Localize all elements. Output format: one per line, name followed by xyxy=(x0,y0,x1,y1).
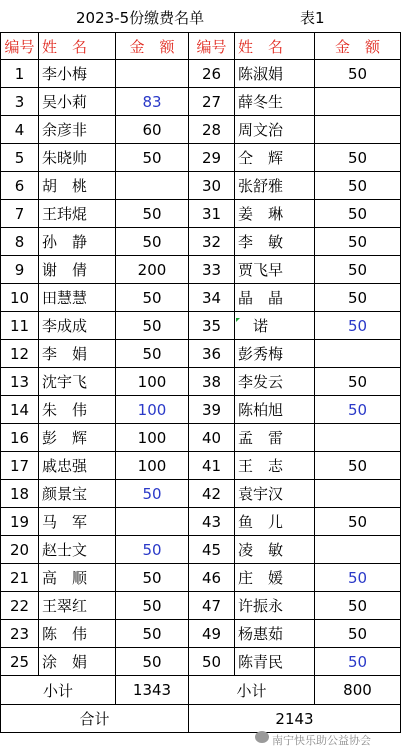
cell-name[interactable]: 沈宇飞 xyxy=(39,368,116,396)
table-row xyxy=(1,116,401,144)
table-row xyxy=(1,284,401,312)
cell-number[interactable]: 14 xyxy=(1,396,39,424)
cell-amount[interactable]: 50 xyxy=(315,200,401,228)
total-row xyxy=(1,705,401,733)
cell-amount[interactable]: 50 xyxy=(315,452,401,480)
cell-name[interactable]: 田慧慧 xyxy=(39,284,116,312)
cell-amount[interactable]: 50 xyxy=(116,284,189,312)
cell-amount[interactable]: 50 xyxy=(116,648,189,676)
cell-number[interactable]: 19 xyxy=(1,508,39,536)
table-row xyxy=(1,648,401,676)
cell-number[interactable]: 38 xyxy=(189,368,235,396)
cell-number[interactable]: 16 xyxy=(1,424,39,452)
title-row xyxy=(0,0,401,32)
cell-number[interactable]: 35 xyxy=(189,312,235,340)
cell-name[interactable]: 胡 桃 xyxy=(39,172,116,200)
cell-name[interactable]: 高 顺 xyxy=(39,564,116,592)
cell-name[interactable]: 孙 静 xyxy=(39,228,116,256)
cell-number[interactable]: 49 xyxy=(189,620,235,648)
cell-number[interactable]: 21 xyxy=(1,564,39,592)
header-number-right[interactable]: 编号 xyxy=(189,33,235,60)
cell-name[interactable]: 陈柏旭 xyxy=(235,396,315,424)
cell-name[interactable]: 李成成 xyxy=(39,312,116,340)
cell-name[interactable]: 周文治 xyxy=(235,116,315,144)
cell-amount[interactable]: 50 xyxy=(315,60,401,88)
cell-amount[interactable] xyxy=(116,60,189,88)
cell-amount[interactable]: 50 xyxy=(116,312,189,340)
cell-number[interactable]: 40 xyxy=(189,424,235,452)
cell-name[interactable]: 朱晓帅 xyxy=(39,144,116,172)
cell-name[interactable]: 陈淑娟 xyxy=(235,60,315,88)
cell-amount[interactable]: 50 xyxy=(315,368,401,396)
table-row xyxy=(1,508,401,536)
cell-amount[interactable]: 50 xyxy=(315,592,401,620)
cell-number[interactable]: 32 xyxy=(189,228,235,256)
cell-number[interactable]: 12 xyxy=(1,340,39,368)
subtotal-label-left[interactable]: 小计 xyxy=(1,676,116,705)
cell-number[interactable]: 5 xyxy=(1,144,39,172)
cell-amount[interactable]: 100 xyxy=(116,396,189,424)
cell-amount[interactable]: 60 xyxy=(116,116,189,144)
cell-name[interactable]: 鱼 儿 xyxy=(235,508,315,536)
table-row xyxy=(1,60,401,88)
cell-number[interactable]: 28 xyxy=(189,116,235,144)
cell-number[interactable]: 13 xyxy=(1,368,39,396)
cell-number[interactable]: 27 xyxy=(189,88,235,116)
cell-amount[interactable] xyxy=(315,88,401,116)
cell-number[interactable]: 29 xyxy=(189,144,235,172)
table-row xyxy=(1,368,401,396)
cell-name[interactable]: 薛冬生 xyxy=(235,88,315,116)
header-amount-left[interactable]: 金 额 xyxy=(116,33,189,60)
total-value[interactable]: 2143 xyxy=(189,705,401,733)
cell-name[interactable]: 戚忠强 xyxy=(39,452,116,480)
cell-amount[interactable]: 50 xyxy=(116,564,189,592)
table-row xyxy=(1,312,401,340)
cell-number[interactable]: 6 xyxy=(1,172,39,200)
cell-number[interactable]: 26 xyxy=(189,60,235,88)
header-name-right[interactable]: 姓 名 xyxy=(235,33,315,60)
cell-amount[interactable]: 100 xyxy=(116,424,189,452)
cell-name[interactable]: 孟 雷 xyxy=(235,424,315,452)
sheet-label: 表1 xyxy=(300,9,325,27)
cell-comment-marker xyxy=(236,318,240,322)
cell-amount[interactable] xyxy=(116,172,189,200)
cell-name[interactable]: 彭秀梅 xyxy=(235,340,315,368)
cell-amount[interactable] xyxy=(116,508,189,536)
subtotal-value-left[interactable]: 1343 xyxy=(116,676,189,705)
cell-number[interactable]: 9 xyxy=(1,256,39,284)
cell-name[interactable]: 朱 伟 xyxy=(39,396,116,424)
cell-amount[interactable] xyxy=(315,480,401,508)
cell-name[interactable]: 李发云 xyxy=(235,368,315,396)
cell-amount[interactable]: 50 xyxy=(315,256,401,284)
table-row xyxy=(1,480,401,508)
cell-number[interactable]: 39 xyxy=(189,396,235,424)
cell-amount[interactable]: 50 xyxy=(116,144,189,172)
cell-name[interactable]: 王 志 xyxy=(235,452,315,480)
cell-number[interactable]: 23 xyxy=(1,620,39,648)
cell-name[interactable]: 袁宇汉 xyxy=(235,480,315,508)
table-row xyxy=(1,536,401,564)
table-row xyxy=(1,144,401,172)
cell-amount[interactable]: 50 xyxy=(315,284,401,312)
cell-name[interactable]: 王翠红 xyxy=(39,592,116,620)
cell-number[interactable]: 42 xyxy=(189,480,235,508)
watermark: 南宁快乐助公益协会 xyxy=(272,734,371,747)
cell-name[interactable]: 马 军 xyxy=(39,508,116,536)
table-row xyxy=(1,452,401,480)
cell-amount[interactable]: 50 xyxy=(315,144,401,172)
cell-number[interactable]: 4 xyxy=(1,116,39,144)
cell-amount[interactable]: 50 xyxy=(116,340,189,368)
cell-amount[interactable]: 50 xyxy=(116,592,189,620)
cell-amount[interactable]: 50 xyxy=(116,620,189,648)
cell-number[interactable]: 3 xyxy=(1,88,39,116)
subtotal-value-right[interactable]: 800 xyxy=(315,676,401,705)
cell-amount[interactable] xyxy=(315,424,401,452)
sheet-title: 2023-5份缴费名单 xyxy=(76,9,205,27)
cell-name[interactable]: 王玮焜 xyxy=(39,200,116,228)
cell-name[interactable]: 诺 xyxy=(235,312,315,340)
cell-number[interactable]: 1 xyxy=(1,60,39,88)
cell-name[interactable]: 仝 辉 xyxy=(235,144,315,172)
cell-name[interactable]: 吴小莉 xyxy=(39,88,116,116)
header-name-left[interactable]: 姓 名 xyxy=(39,33,116,60)
cell-amount[interactable] xyxy=(315,116,401,144)
cell-number[interactable]: 33 xyxy=(189,256,235,284)
table-row xyxy=(1,396,401,424)
table-row xyxy=(1,228,401,256)
table-row xyxy=(1,620,401,648)
table-row xyxy=(1,564,401,592)
cell-amount[interactable]: 50 xyxy=(315,648,401,676)
header-row xyxy=(1,33,401,60)
cell-amount[interactable]: 50 xyxy=(315,620,401,648)
cell-name[interactable]: 姜 琳 xyxy=(235,200,315,228)
table-row xyxy=(1,200,401,228)
cell-name[interactable]: 晶 晶 xyxy=(235,284,315,312)
cell-name[interactable]: 李 敏 xyxy=(235,228,315,256)
cell-amount[interactable]: 50 xyxy=(315,564,401,592)
cell-amount[interactable]: 100 xyxy=(116,452,189,480)
table-row xyxy=(1,88,401,116)
table-row xyxy=(1,172,401,200)
table-row xyxy=(1,592,401,620)
cell-number[interactable]: 17 xyxy=(1,452,39,480)
cell-number[interactable]: 30 xyxy=(189,172,235,200)
cell-name[interactable]: 杨惠茹 xyxy=(235,620,315,648)
cell-amount[interactable]: 50 xyxy=(315,508,401,536)
cell-number[interactable]: 22 xyxy=(1,592,39,620)
cell-amount[interactable]: 50 xyxy=(116,480,189,508)
cell-amount[interactable]: 50 xyxy=(315,396,401,424)
header-number-left[interactable]: 编号 xyxy=(1,33,39,60)
subtotal-row xyxy=(1,676,401,705)
cell-name[interactable]: 彭 辉 xyxy=(39,424,116,452)
subtotal-label-right[interactable]: 小计 xyxy=(189,676,315,705)
table-row xyxy=(1,424,401,452)
cell-amount[interactable]: 50 xyxy=(116,228,189,256)
cell-name[interactable]: 李 娟 xyxy=(39,340,116,368)
cell-number[interactable]: 47 xyxy=(189,592,235,620)
cell-name[interactable]: 谢 倩 xyxy=(39,256,116,284)
cell-name[interactable]: 贾飞早 xyxy=(235,256,315,284)
header-amount-right[interactable]: 金 额 xyxy=(315,33,401,60)
cell-number[interactable]: 11 xyxy=(1,312,39,340)
cell-name[interactable]: 余彦非 xyxy=(39,116,116,144)
cell-number[interactable]: 50 xyxy=(189,648,235,676)
cell-number[interactable]: 10 xyxy=(1,284,39,312)
cell-amount[interactable]: 83 xyxy=(116,88,189,116)
cell-amount[interactable]: 50 xyxy=(116,200,189,228)
cell-number[interactable]: 20 xyxy=(1,536,39,564)
cell-number[interactable]: 45 xyxy=(189,536,235,564)
wechat-icon xyxy=(255,731,269,743)
cell-number[interactable]: 43 xyxy=(189,508,235,536)
payment-table xyxy=(0,32,401,733)
cell-number[interactable]: 25 xyxy=(1,648,39,676)
cell-amount[interactable]: 100 xyxy=(116,368,189,396)
cell-name[interactable]: 涂 娟 xyxy=(39,648,116,676)
total-label[interactable]: 合计 xyxy=(1,705,189,733)
cell-amount[interactable] xyxy=(315,340,401,368)
cell-number[interactable]: 18 xyxy=(1,480,39,508)
cell-amount[interactable]: 50 xyxy=(315,172,401,200)
cell-number[interactable]: 34 xyxy=(189,284,235,312)
cell-number[interactable]: 31 xyxy=(189,200,235,228)
cell-number[interactable]: 36 xyxy=(189,340,235,368)
cell-name[interactable]: 赵士文 xyxy=(39,536,116,564)
cell-name[interactable]: 李小梅 xyxy=(39,60,116,88)
cell-number[interactable]: 46 xyxy=(189,564,235,592)
cell-name[interactable]: 颜景宝 xyxy=(39,480,116,508)
cell-name[interactable]: 凌 敏 xyxy=(235,536,315,564)
cell-name[interactable]: 陈青民 xyxy=(235,648,315,676)
cell-amount[interactable]: 50 xyxy=(315,228,401,256)
table-row xyxy=(1,256,401,284)
cell-name[interactable]: 庄 媛 xyxy=(235,564,315,592)
cell-name[interactable]: 陈 伟 xyxy=(39,620,116,648)
cell-number[interactable]: 8 xyxy=(1,228,39,256)
cell-number[interactable]: 41 xyxy=(189,452,235,480)
table-row xyxy=(1,340,401,368)
cell-amount[interactable]: 50 xyxy=(116,536,189,564)
cell-amount[interactable] xyxy=(315,536,401,564)
cell-number[interactable]: 7 xyxy=(1,200,39,228)
cell-name[interactable]: 许振永 xyxy=(235,592,315,620)
cell-amount[interactable]: 200 xyxy=(116,256,189,284)
cell-name[interactable]: 张舒雅 xyxy=(235,172,315,200)
cell-amount[interactable]: 50 xyxy=(315,312,401,340)
